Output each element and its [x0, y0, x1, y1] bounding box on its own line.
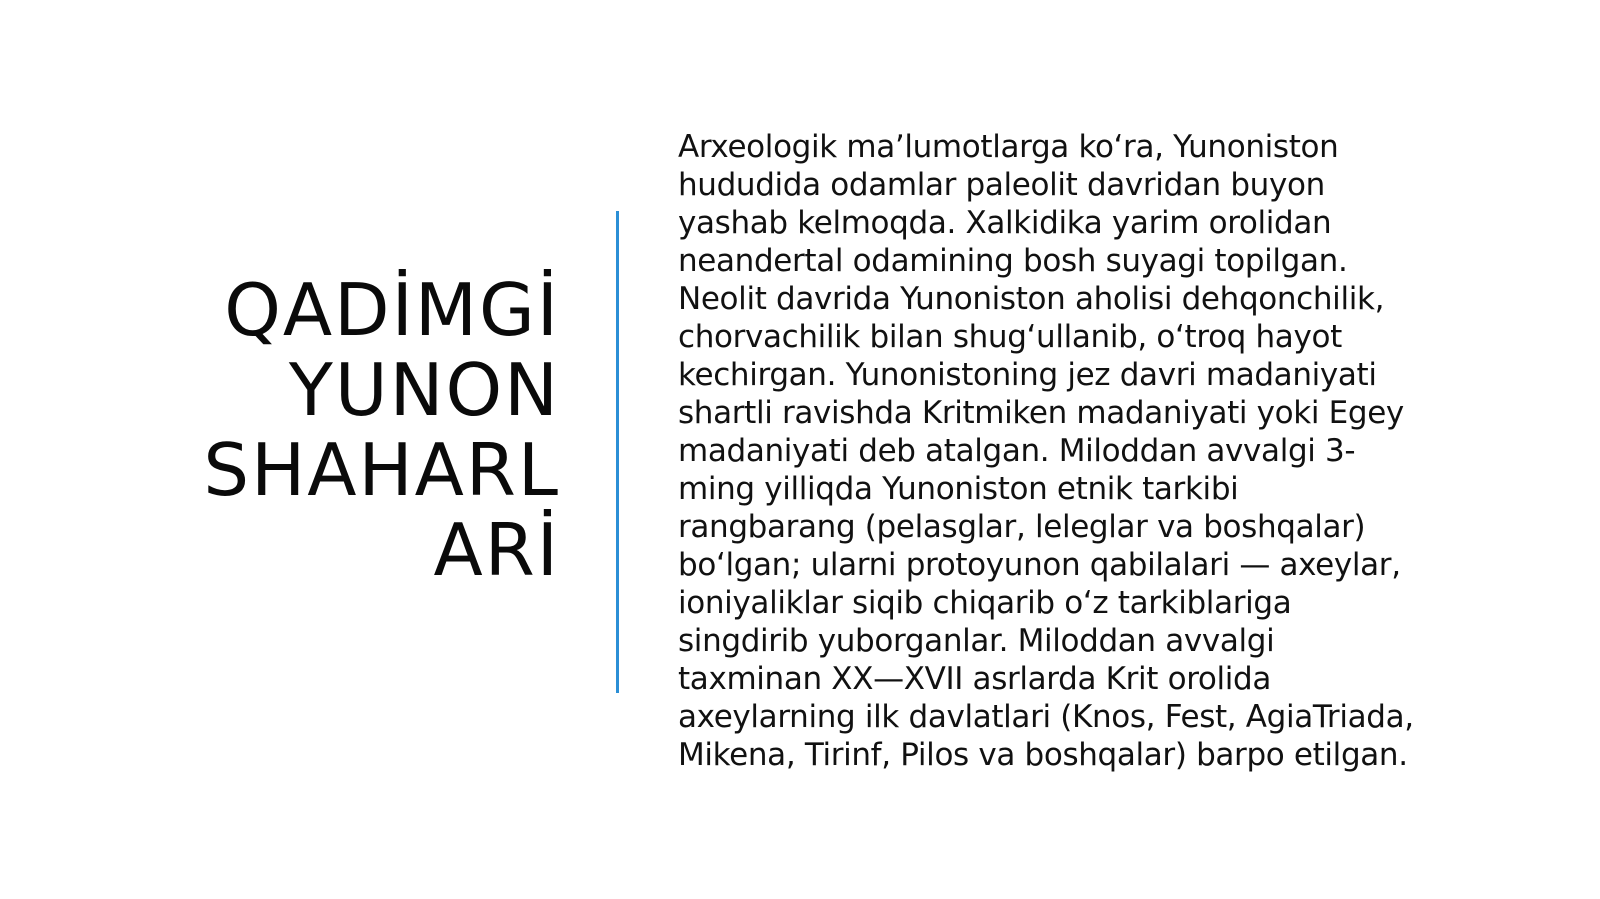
body-line: taxminan XX—XVII asrlarda Krit orolida: [678, 661, 1272, 697]
body-line: Neolit davrida Yunoniston aholisi dehqonchilik,: [678, 281, 1385, 317]
body-line: neandertal odamining bosh suyagi topilgan.: [678, 243, 1348, 279]
title-line: SHAHARL: [203, 428, 560, 512]
body-line: Arxeologik maʼlumotlarga koʻra, Yunoniston: [678, 129, 1339, 165]
body-line: singdirib yuborganlar. Miloddan avvalgi: [678, 623, 1275, 659]
body-line: boʻlgan; ularni protoyunon qabilalari — axeylar,: [678, 547, 1401, 583]
body-line: axeylarning ilk davlatlari (Knos, Fest, AgiaTriada,: [678, 699, 1414, 735]
body-line: chorvachilik bilan shugʻullanib, oʻtroq hayot: [678, 319, 1342, 355]
slide-title: [150, 270, 560, 590]
title-line: ARİ: [433, 508, 560, 592]
body-line: madaniyati deb atalgan. Miloddan avvalgi 3-: [678, 433, 1356, 469]
body-paragraph: [678, 128, 1478, 774]
body-line: kechirgan. Yunonistoning jez davri madaniyati: [678, 357, 1377, 393]
body-line: hududida odamlar paleolit davridan buyon: [678, 167, 1325, 203]
title-line: QADİMGİ: [224, 268, 560, 352]
body-line: ioniyaliklar siqib chiqarib oʻz tarkiblariga: [678, 585, 1292, 621]
body-line: rangbarang (pelasglar, leleglar va boshqalar): [678, 509, 1366, 545]
body-line: Mikena, Tirinf, Pilos va boshqalar) barpo etilgan.: [678, 737, 1408, 773]
title-line: YUNON: [288, 348, 560, 432]
body-line: yashab kelmoqda. Xalkidika yarim orolidan: [678, 205, 1332, 241]
body-line: shartli ravishda Kritmiken madaniyati yoki Egey: [678, 395, 1404, 431]
vertical-divider: [616, 211, 619, 693]
body-line: ming yilliqda Yunoniston etnik tarkibi: [678, 471, 1239, 507]
